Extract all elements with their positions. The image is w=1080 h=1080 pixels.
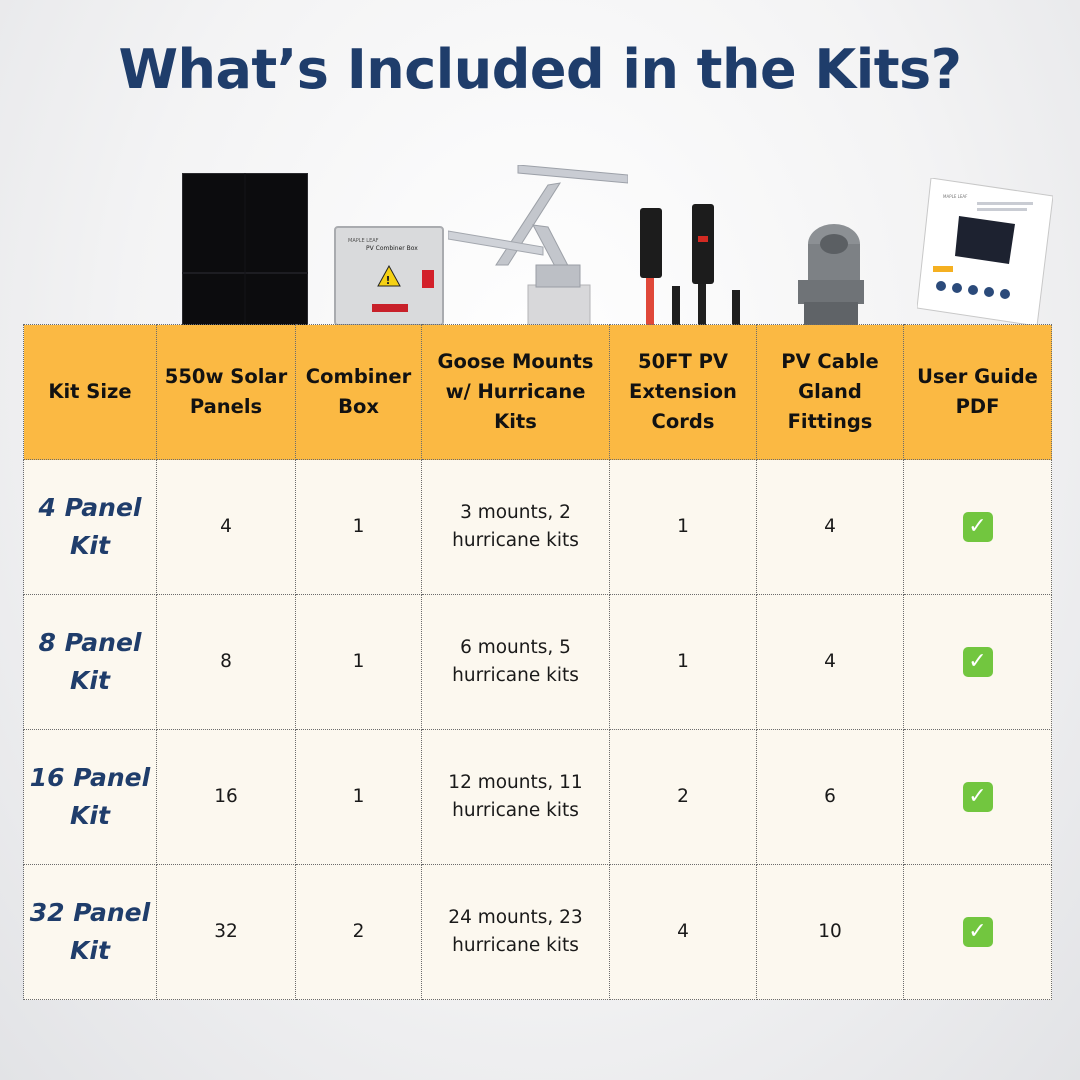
header-solar-panels: 550w Solar Panels xyxy=(157,325,296,460)
header-kit-size: Kit Size xyxy=(24,325,157,460)
cable-glands-cell: 4 xyxy=(757,595,904,730)
table-header-row xyxy=(24,325,1052,460)
combiner-label-text: PV Combiner Box xyxy=(366,245,418,252)
extension-cords-cell: 2 xyxy=(610,730,757,865)
combiner-box-cell: 2 xyxy=(296,865,422,1000)
solar-panels-cell: 16 xyxy=(157,730,296,865)
solar-panel-image xyxy=(182,173,308,326)
goose-mount-image xyxy=(448,165,628,326)
kit-size-cell: 32 Panel Kit xyxy=(24,865,157,1000)
combiner-box-image xyxy=(334,226,444,326)
extension-cords-cell: 4 xyxy=(610,865,757,1000)
table-row xyxy=(24,865,1052,1000)
extension-cords-cell: 1 xyxy=(610,460,757,595)
extension-cords-image xyxy=(632,200,750,326)
checkmark-icon: ✓ xyxy=(963,782,993,812)
solar-panels-cell: 8 xyxy=(157,595,296,730)
header-combiner-box: Combiner Box xyxy=(296,325,422,460)
combiner-brand-text: MAPLE LEAF xyxy=(348,238,379,244)
table-row xyxy=(24,595,1052,730)
header-goose-mounts: Goose Mounts w/ Hurricane Kits xyxy=(422,325,610,460)
user-guide-cell xyxy=(904,730,1052,865)
table-row xyxy=(24,460,1052,595)
goose-mounts-cell: 6 mounts, 5 hurricane kits xyxy=(422,595,610,730)
kit-size-cell: 4 Panel Kit xyxy=(24,460,157,595)
table-row xyxy=(24,730,1052,865)
checkmark-icon: ✓ xyxy=(963,647,993,677)
checkmark-icon: ✓ xyxy=(963,512,993,542)
goose-mounts-cell: 3 mounts, 2 hurricane kits xyxy=(422,460,610,595)
kit-size-cell: 16 Panel Kit xyxy=(24,730,157,865)
cable-glands-cell: 4 xyxy=(757,460,904,595)
extension-cords-cell: 1 xyxy=(610,595,757,730)
svg-text:!: ! xyxy=(385,274,391,287)
combiner-box-cell: 1 xyxy=(296,730,422,865)
cable-glands-cell: 10 xyxy=(757,865,904,1000)
kit-size-cell: 8 Panel Kit xyxy=(24,595,157,730)
user-guide-cell xyxy=(904,865,1052,1000)
user-guide-cell xyxy=(904,595,1052,730)
checkmark-icon: ✓ xyxy=(963,917,993,947)
page-title: What’s Included in the Kits? xyxy=(118,38,962,101)
solar-panels-cell: 32 xyxy=(157,865,296,1000)
combiner-box-cell: 1 xyxy=(296,595,422,730)
header-cable-glands: PV Cable Gland Fittings xyxy=(757,325,904,460)
user-guide-image xyxy=(917,178,1053,326)
goose-mounts-cell: 12 mounts, 11 hurricane kits xyxy=(422,730,610,865)
guide-brand-text: MAPLE LEAF xyxy=(943,194,968,199)
header-user-guide: User Guide PDF xyxy=(904,325,1052,460)
user-guide-cell xyxy=(904,460,1052,595)
kit-comparison-table xyxy=(23,324,1052,1000)
goose-mounts-cell: 24 mounts, 23 hurricane kits xyxy=(422,865,610,1000)
combiner-box-cell: 1 xyxy=(296,460,422,595)
cable-gland-image xyxy=(788,222,876,326)
cable-glands-cell: 6 xyxy=(757,730,904,865)
solar-panels-cell: 4 xyxy=(157,460,296,595)
header-extension-cords: 50FT PV Extension Cords xyxy=(610,325,757,460)
